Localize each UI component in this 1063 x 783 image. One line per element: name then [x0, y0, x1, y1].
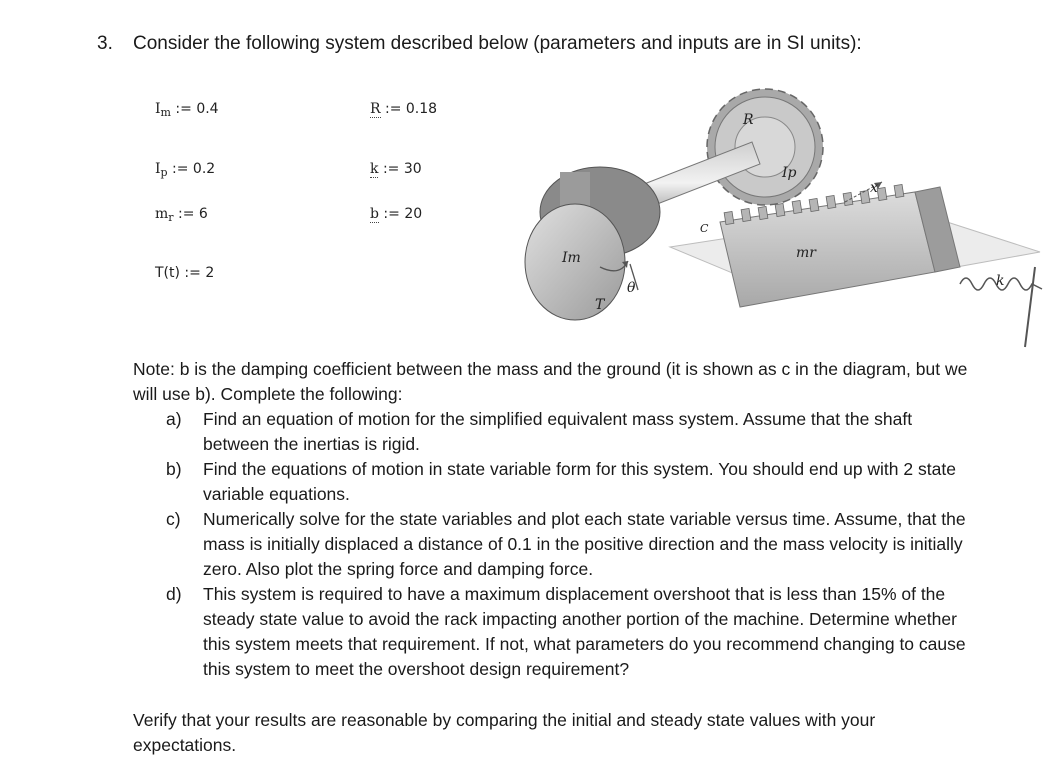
label-mr: mr [796, 245, 816, 261]
label-x: x [870, 180, 878, 196]
problem-text [133, 357, 968, 758]
question-header [97, 32, 862, 56]
label-C: C [700, 222, 709, 235]
rack-pinion-diagram [520, 72, 1060, 352]
label-Im: Im [562, 250, 581, 266]
param-R: R := 0.18 [370, 101, 438, 117]
param-b: b := 20 [370, 206, 423, 222]
note-intro: Note: b is the damping coefficient between the mass and the ground (it is shown as c in the diagram, but we will use b). Complete the following: [133, 359, 968, 404]
verify-paragraph: Verify that your results are reasonable by comparing the initial and steady state values with your expectations. [133, 710, 876, 755]
param-mr: $m_r$ := 6 [155, 206, 208, 224]
label-T: T [595, 297, 605, 313]
task-item: a) Find an equation of motion for the simplified equivalent mass system. Assume that the shaft between the inertias is rigid. [166, 409, 913, 454]
task-item: d) This system is required to have a maximum displacement overshoot that is less than 15% of the steady state value to avoid the rack impacting another portion of the machine. Determine whether this system meets that requirement. If not, what parameters do you recommend changing to cause this system to meet the overshoot design requirement? [166, 584, 966, 679]
task-list [133, 407, 968, 682]
label-theta: θ [627, 280, 636, 296]
question-prompt: Consider the following system described below (parameters and inputs are in SI units): [133, 33, 862, 54]
label-R: R [743, 112, 754, 128]
param-T: T(t) := 2 [155, 265, 215, 281]
param-k: k := 30 [370, 161, 422, 177]
task-item: b) Find the equations of motion in state variable form for this system. You should end up with 2 state variable equations. [166, 459, 956, 504]
pinion-gear [707, 89, 823, 205]
inertia-disk [525, 167, 660, 320]
label-k: k [996, 273, 1005, 289]
param-Ip: $I_p$ := 0.2 [155, 161, 216, 179]
label-Ip: Ip [782, 165, 797, 181]
param-Im: $I_m$ := 0.4 [155, 101, 219, 119]
task-item: c) Numerically solve for the state variables and plot each state variable versus time. Assume, that the mass is initially displaced a distance of 0.1 in the positive direction and the mass velocity is initially zero. Also plot the spring force and damping force. [166, 509, 966, 579]
question-number: 3. [97, 33, 113, 54]
